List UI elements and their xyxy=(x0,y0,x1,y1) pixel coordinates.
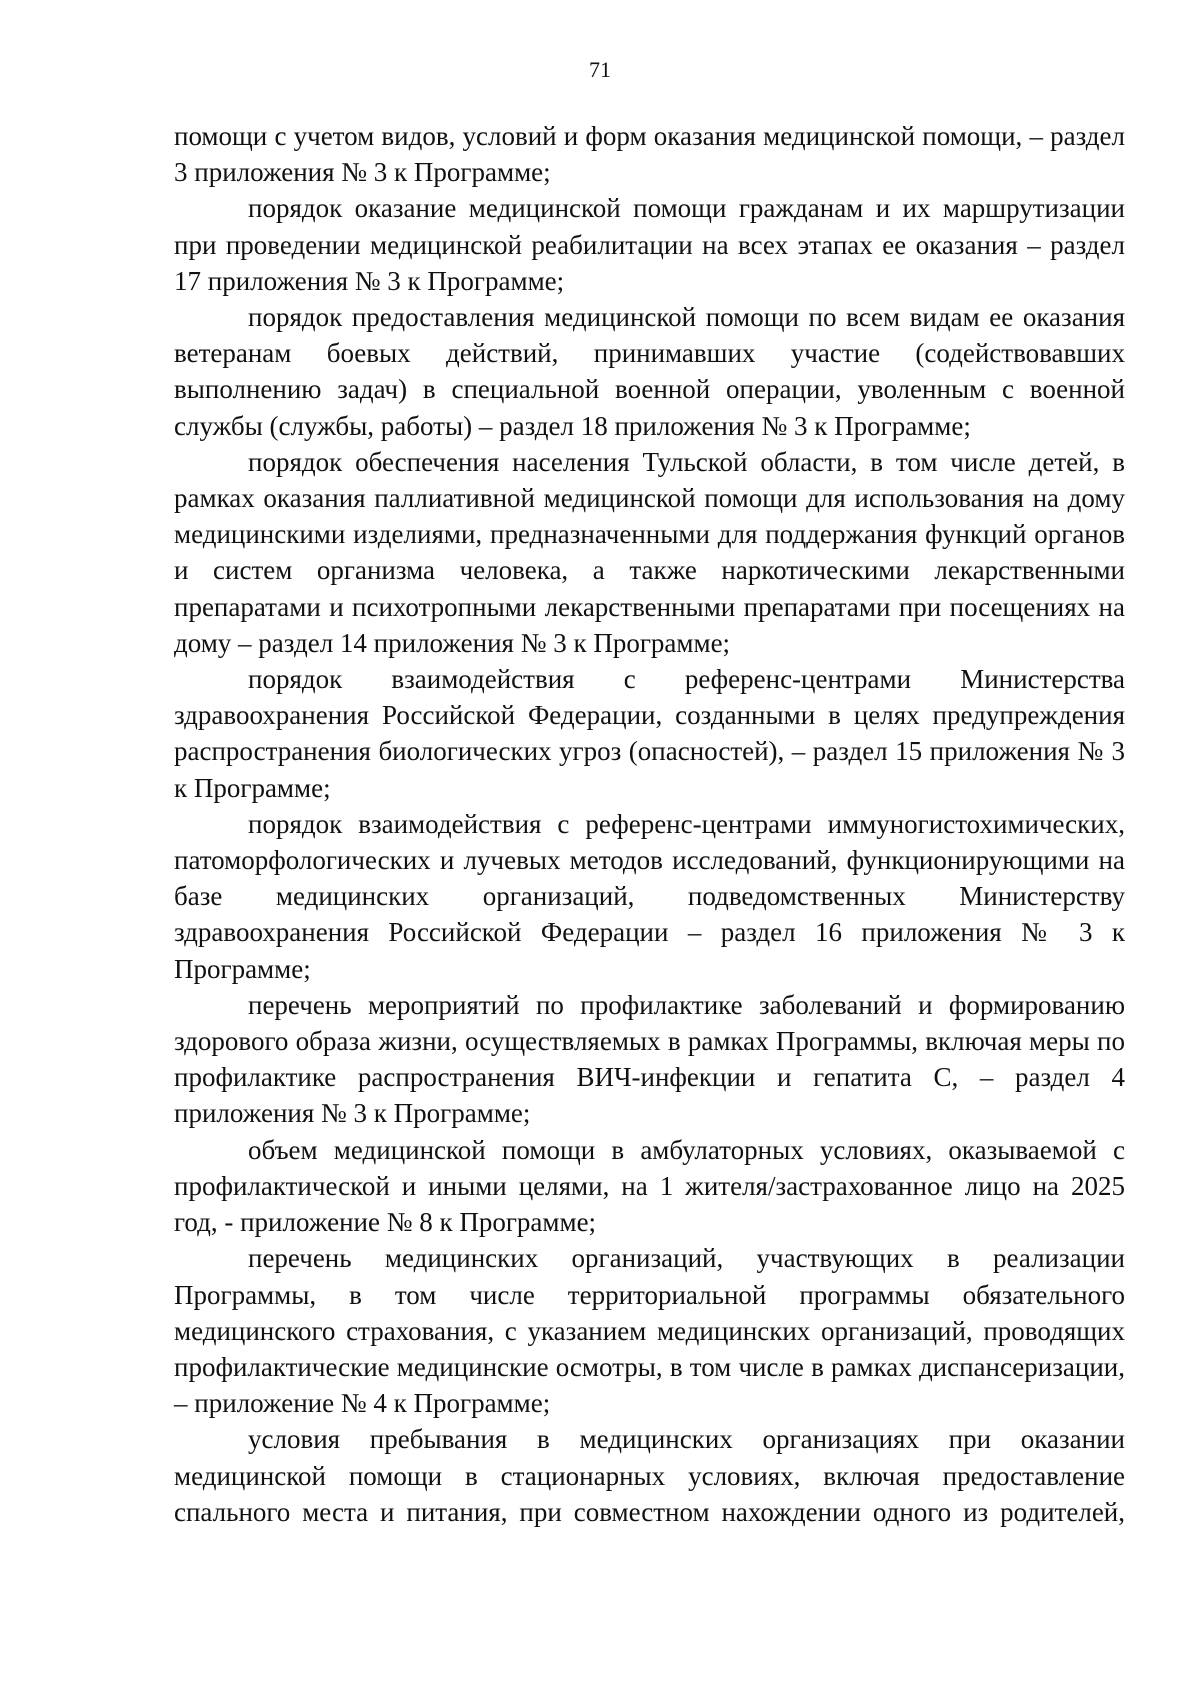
paragraph-prevention-measures: перечень мероприятий по профилактике заболеваний и формированию здорового образа жизни, осуществляемых в рамках Программы, включая меры по профилактике распространения ВИЧ-инфекции и гепатита С, – раздел 4 приложения № 3 к Программе; xyxy=(174,989,1125,1129)
document-body xyxy=(174,118,1125,1530)
paragraph-veterans-care: порядок предоставления медицинской помощи по всем видам ее оказания ветеранам боевых действий, принимавших участие (содействовавших выполнению задач) в специальной военной операции, уволенным с военной службы (службы, работы) – раздел 18 приложения № 3 к Программе; xyxy=(174,302,1125,441)
paragraph-medical-rehabilitation: порядок оказание медицинской помощи гражданам и их маршрутизации при проведении медицинской реабилитации на всех этапах ее оказания – раздел 17 приложения № 3 к Программе; xyxy=(174,193,1125,296)
paragraph-reference-centers-diagnostics: порядок взаимодействия с референс-центрами иммуногистохимических, патоморфологических и лучевых методов исследований, функционирующими на базе медицинских организаций, подведомственных Министерству здравоохранения Российской Федерации – раздел 16 приложения № 3 к Программе; xyxy=(174,808,1125,984)
page-number: 71 xyxy=(589,57,611,82)
paragraph-continuation: помощи с учетом видов, условий и форм оказания медицинской помощи, – раздел 3 приложения № 3 к Программе; xyxy=(174,121,1125,188)
paragraph-palliative-care: порядок обеспечения населения Тульской области, в том числе детей, в рамках оказания паллиативной медицинской помощи для использования на дому медицинскими изделиями, предназначенными для поддержания функций органов и систем организма человека, а также наркотическими лекарственными препаратами и психотропными лекарственными препаратами при посещениях на дому – раздел 14 приложения № 3 к Программе; xyxy=(174,446,1125,658)
paragraph-inpatient-conditions: условия пребывания в медицинских организациях при оказании медицинской помощи в стационарных условиях, включая предоставление спального места и питания, при совместном нахождении одного из родителей, xyxy=(174,1424,1125,1527)
paragraph-medical-organizations-list: перечень медицинских организаций, участвующих в реализации Программы, в том числе территориальной программы обязательного медицинского страхования, с указанием медицинских организаций, проводящих профилактические медицинские осмотры, в том числе в рамках диспансеризации, – приложение № 4 к Программе; xyxy=(174,1243,1125,1419)
paragraph-reference-centers-biological: порядок взаимодействия с референс-центрами Министерства здравоохранения Российской Федерации, созданными в целях предупреждения распространения биологических угроз (опасностей), – раздел 15 приложения № 3 к Программе; xyxy=(174,664,1125,803)
paragraph-outpatient-volume: объем медицинской помощи в амбулаторных условиях, оказываемой с профилактической и иными целями, на 1 жителя/застрахованное лицо на 2025 год, - приложение № 8 к Программе; xyxy=(174,1134,1125,1238)
